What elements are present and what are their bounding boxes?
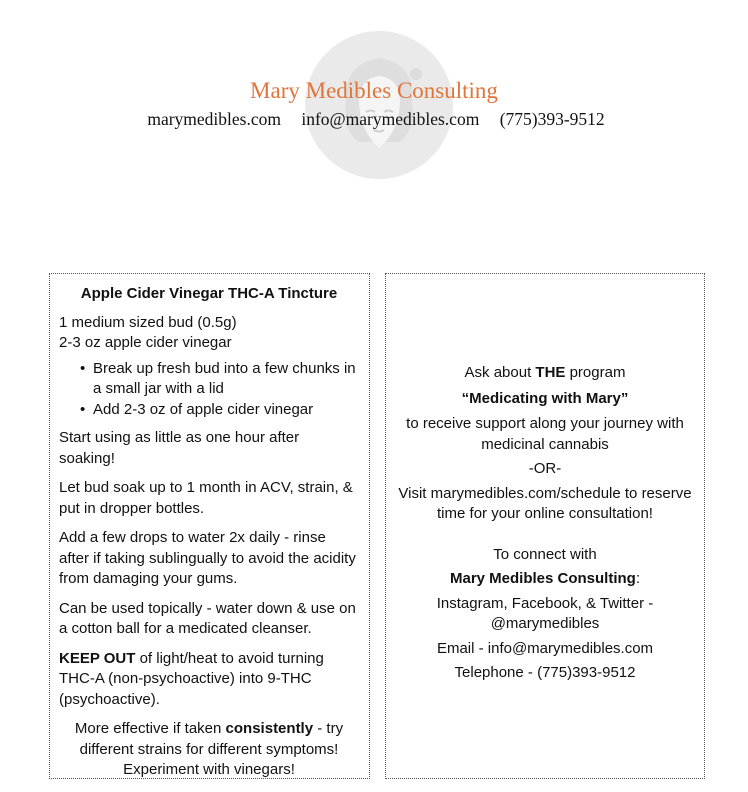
company-title: Mary Medibles Consulting (250, 78, 498, 103)
company-name-colon: : (635, 570, 641, 587)
logo-watermark (304, 30, 454, 180)
step-item: • Break up fresh bud into a few chunks in a small jar with a lid (93, 359, 359, 400)
ingredient-item: 1 medium sized bud (0.5g) (59, 313, 237, 331)
recipe-card (49, 273, 370, 779)
steps-list (59, 359, 359, 421)
connect-heading: To connect with (493, 545, 597, 563)
effective-prefix: More effective if taken (74, 720, 226, 737)
keep-out-detail: of light/heat to avoid turning THC-A (non-psychoactive) into 9-THC (psychoactive). (59, 649, 324, 708)
website-link[interactable]: marymedibles.com (147, 109, 281, 129)
effective-emphasis: consistently (225, 720, 314, 737)
program-ask-prefix: Ask about (464, 364, 536, 381)
step-item: • Add 2-3 oz of apple cider vinegar (93, 400, 359, 421)
ingredients-list (59, 313, 359, 354)
telephone-contact: Telephone - (775)393-9512 (454, 664, 636, 681)
social-handles: Instagram, Facebook, & Twitter - @marymedibles (436, 594, 654, 632)
email-link[interactable]: info@marymedibles.com (301, 109, 480, 129)
effective-suffix: - try different strains for different symptoms! Experiment with vinegars! (79, 720, 344, 778)
company-name-bold: Mary Medibles Consulting (449, 570, 636, 587)
promo-card (385, 273, 705, 779)
email-contact: Email - info@marymedibles.com (436, 639, 654, 657)
support-text: to receive support along your journey with medicinal cannabis (406, 415, 684, 453)
program-ask-suffix: program (565, 364, 626, 381)
company-name (394, 569, 696, 590)
keep-out-text (59, 649, 359, 711)
dosing-text: Add a few drops to water 2x daily - rinse after if taking sublingually to avoid the acidity from damaging your gums. (59, 529, 356, 587)
ingredient-item: 2-3 oz apple cider vinegar (59, 334, 232, 351)
or-divider: -OR- (528, 460, 562, 477)
program-ask (394, 363, 696, 384)
recipe-title: Apple Cider Vinegar THC-A Tincture (80, 285, 338, 302)
program-ask-emphasis: THE (535, 364, 566, 381)
phone-number: (775)393-9512 (499, 109, 605, 129)
schedule-text: Visit marymedibles.com/schedule to reserve time for your online consultation! (398, 484, 692, 522)
keep-out-emphasis: KEEP OUT (59, 649, 136, 667)
start-using-text: Start using as little as one hour after soaking! (59, 429, 300, 467)
topical-text: Can be used topically - water down & use on a cotton ball for a medicated cleanser. (59, 599, 356, 637)
contact-line (0, 109, 748, 130)
program-name: “Medicating with Mary” (461, 389, 629, 407)
effective-text (59, 719, 359, 781)
soak-text: Let bud soak up to 1 month in ACV, strain, & put in dropper bottles. (59, 479, 353, 517)
